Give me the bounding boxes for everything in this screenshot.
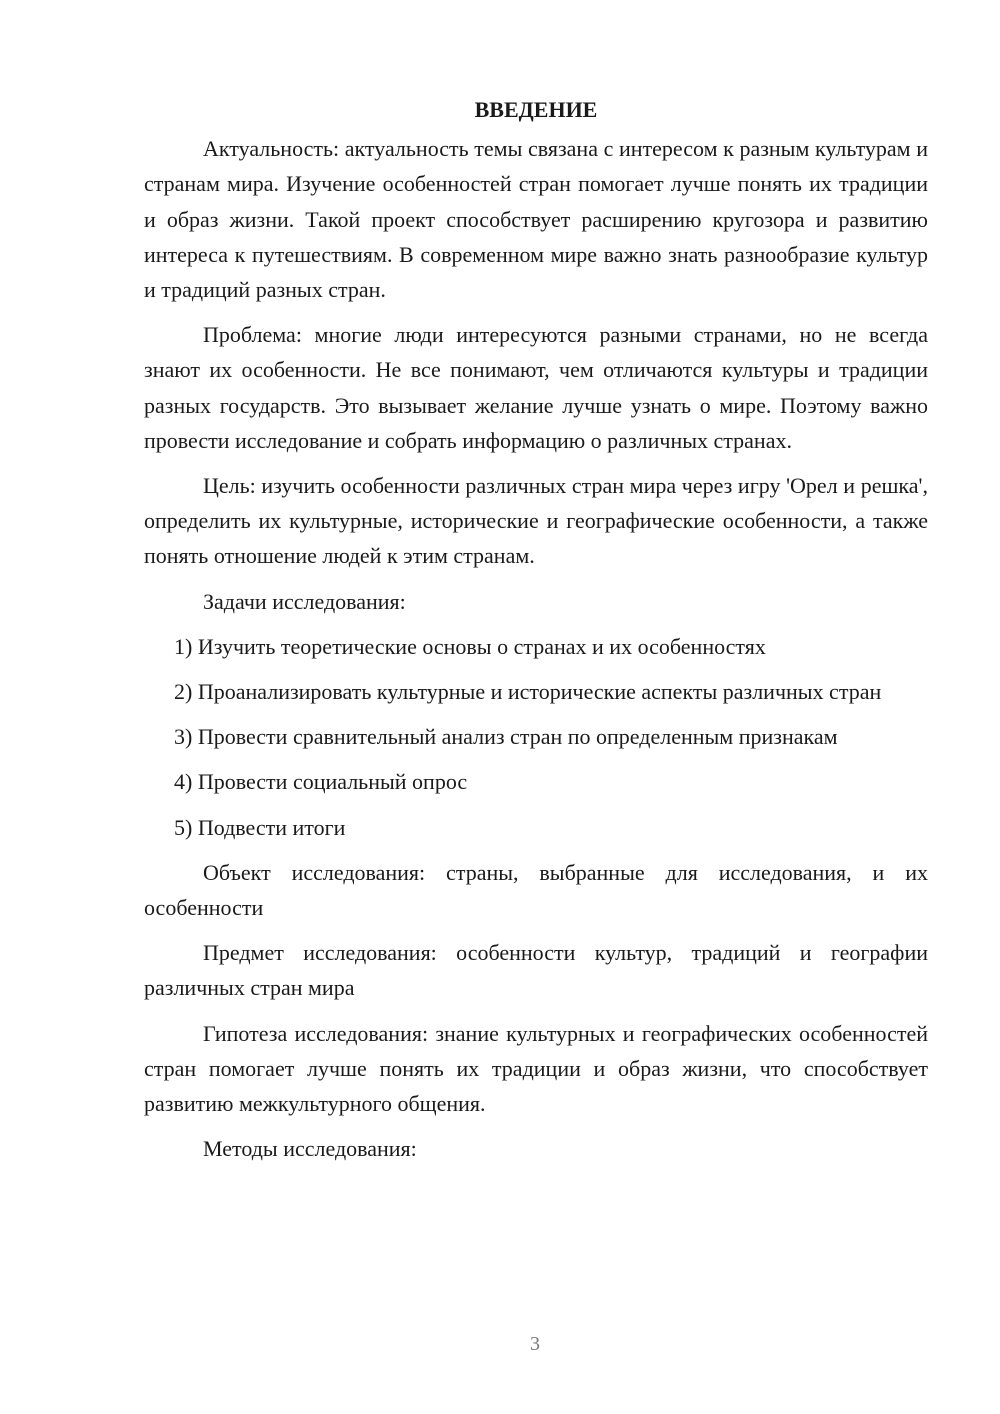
tasks-heading: Задачи исследования: — [203, 588, 406, 614]
page-number: 3 — [530, 1333, 540, 1355]
task-item-1: 1) Изучить теоретические основы о странах и их особенностях — [174, 633, 766, 659]
subject-paragraph: Предмет исследования: особенности культур, традиций и географии различных стран мира — [144, 940, 928, 1001]
goal-paragraph: Цель: изучить особенности различных стран мира через игру 'Орел и решка', определить их культурные, исторические и географические особенности, а также понять отношение людей к этим странам. — [144, 473, 928, 569]
problem-paragraph: Проблема: многие люди интересуются разными странами, но не всегда знают их особенности. Не все понимают, чем отличаются культуры и традиции разных государств. Это вызывает желание лучше узнать о мире. Поэтому важно провести исследование и собрать информацию о различных странах. — [144, 322, 928, 453]
task-item-3: 3) Провести сравнительный анализ стран по определенным признакам — [174, 724, 838, 750]
methods-heading: Методы исследования: — [203, 1136, 417, 1162]
relevance-paragraph: Актуальность: актуальность темы связана с интересом к разным культурам и странам мира. Изучение особенностей стран помогает лучше понять их традиции и образ жизни. Такой проект способствует расширению кругозора и развитию интереса к путешествиям. В современном мире важно знать разнообразие культур и традиций разных стран. — [144, 136, 928, 303]
section-title: ВВЕДЕНИЕ — [474, 97, 598, 122]
hypothesis-paragraph: Гипотеза исследования: знание культурных и географических особенностей стран помогает лучше понять их традиции и образ жизни, что способствует развитию межкультурного общения. — [144, 1020, 928, 1117]
task-item-2: 2) Проанализировать культурные и исторические аспекты различных стран — [174, 679, 882, 705]
object-paragraph: Объект исследования: страны, выбранные для исследования, и их особенности — [144, 859, 928, 921]
task-item-4: 4) Провести социальный опрос — [174, 769, 468, 795]
page-content — [144, 92, 928, 1176]
task-item-5: 5) Подвести итоги — [174, 814, 346, 840]
